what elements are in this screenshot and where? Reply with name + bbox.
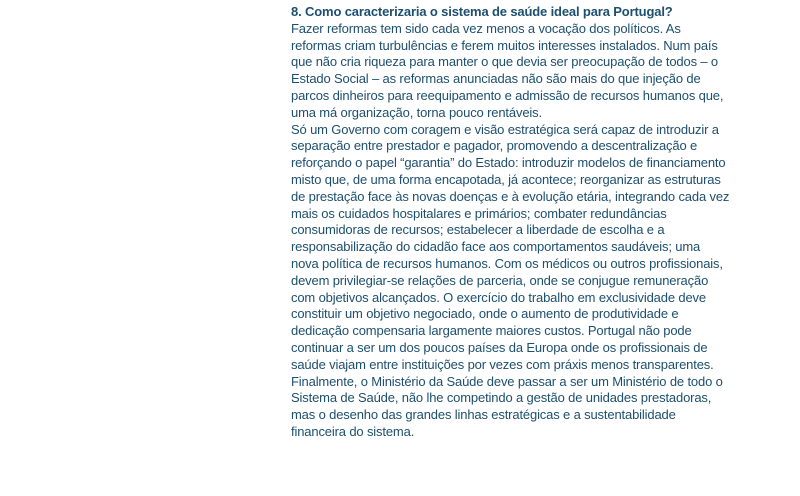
article: [291, 4, 731, 441]
answer-paragraph-1: Fazer reformas tem sido cada vez menos a vocação dos políticos. As reformas criam turbulências e ferem muitos interesses instalados. Num país que não cria riqueza para manter o que devia ser preocupação de todos – o Estado Social – as reformas anunciadas não são mais do que injeção de parcos dinheiros para reequipamento e admissão de recursos humanos que, uma má organização, torna pouco rentáveis.: [291, 20, 724, 120]
answer-paragraph-2: Só um Governo com coragem e visão estratégica será capaz de introduzir a separação entre prestador e pagador, promovendo a descentralização e reforçando o papel “garantia” do Estado: introduzir modelos de financiamento misto que, de uma forma encapotada, já acontece; reorganizar as estruturas de prestação face às novas doenças e à evolução etária, integrando cada vez mais os cuidados hospitalares e primários; combater redundâncias consumidoras de recursos; estabelecer a liberdade de escolha e a responsabilização do cidadão face aos comportamentos saudáveis; uma nova política de recursos humanos. Com os médicos ou outros profissionais, devem privilegiar-se relações de parceria, onde se conjugue remuneração com objetivos alcançados. O exercício do trabalho em exclusividade deve constituir um objetivo negociado, onde o aumento de produtividade e dedicação compensaria largamente maiores custos. Portugal não pode continuar a ser um dos poucos países da Europa onde os profissionais de saúde viajam entre instituições por vezes com práxis menos transparentes. Finalmente, o Ministério da Saúde deve passar a ser um Ministério de todo o Sistema de Saúde, não lhe competindo a gestão de unidades prestadoras, mas o desenho das grandes linhas estratégicas e a sustentabilidade financeira do sistema.: [291, 121, 730, 439]
question-heading: 8. Como caracterizaria o sistema de saúde ideal para Portugal?: [291, 4, 673, 19]
